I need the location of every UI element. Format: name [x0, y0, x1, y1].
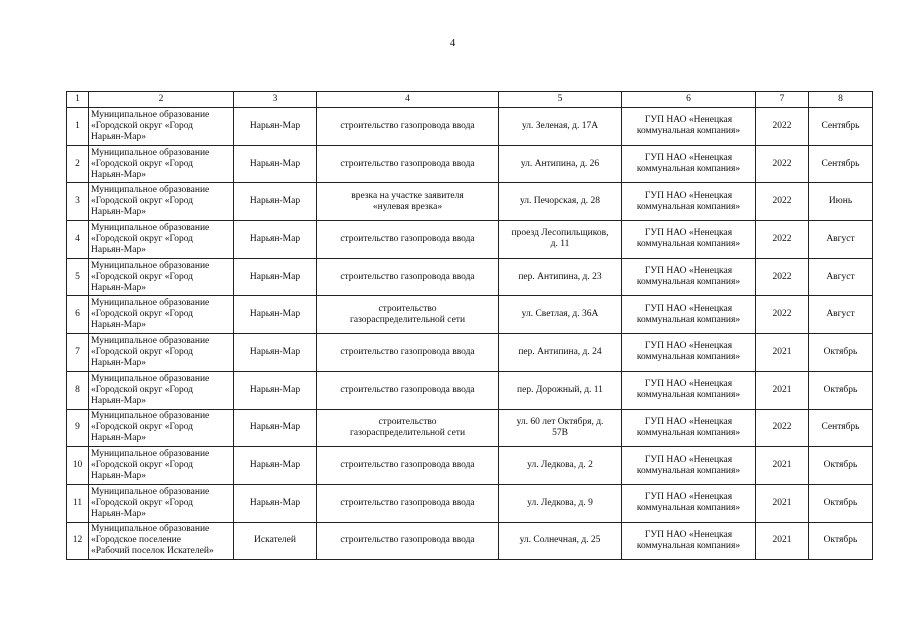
- address-line: проезд Лесопильщиков,: [511, 228, 609, 239]
- work-type-cell: [317, 221, 499, 259]
- operator-cell: [622, 258, 756, 296]
- work-type-cell: [317, 409, 499, 447]
- operator-line: ГУП НАО «Ненецкая: [644, 115, 733, 126]
- address-line: ул. Антипина, д. 26: [520, 158, 600, 169]
- month-cell: Август: [809, 221, 873, 259]
- operator-line: ГУП НАО «Ненецкая: [644, 153, 733, 164]
- settlement-cell: Нарьян-Мар: [234, 221, 317, 259]
- municipality-line: «Городской округ «Город: [91, 196, 194, 207]
- municipality-cell: [89, 484, 234, 522]
- operator-line: ГУП НАО «Ненецкая: [644, 379, 733, 390]
- address-line: ул. Светлая, д. 36А: [521, 309, 599, 320]
- municipality-line: «Городской округ «Город: [91, 346, 194, 357]
- municipality-cell: [89, 334, 234, 372]
- operator-cell: [622, 522, 756, 560]
- table-row: [67, 108, 873, 146]
- month-cell: Сентябрь: [809, 145, 873, 183]
- row-number-cell: 1: [67, 108, 89, 146]
- table-row: [67, 409, 873, 447]
- address-cell: [499, 108, 622, 146]
- operator-line: коммунальная компания»: [636, 239, 741, 250]
- month-cell: Июнь: [809, 183, 873, 221]
- municipality-line: Муниципальное образование: [91, 411, 210, 422]
- address-line: д. 11: [550, 239, 570, 250]
- year-cell: 2021: [756, 522, 809, 560]
- work-type-cell: [317, 334, 499, 372]
- page-number: 4: [449, 37, 456, 49]
- address-line: ул. Ледкова, д. 2: [527, 460, 593, 471]
- operator-cell: [622, 296, 756, 334]
- header-cell: 5: [499, 92, 622, 108]
- operator-line: ГУП НАО «Ненецкая: [644, 416, 733, 427]
- municipality-line: Муниципальное образование: [91, 222, 210, 233]
- address-cell: [499, 522, 622, 560]
- month-cell: Октябрь: [809, 334, 873, 372]
- table-row: [67, 484, 873, 522]
- municipality-line: Муниципальное образование: [91, 335, 210, 346]
- work-type-cell: [317, 371, 499, 409]
- work-type-cell: [317, 108, 499, 146]
- address-cell: [499, 409, 622, 447]
- work-type-line: строительство газопровода ввода: [340, 120, 475, 131]
- work-type-line: «нулевая врезка»: [372, 201, 443, 212]
- work-type-line: строительство: [378, 303, 437, 314]
- table-row: [67, 258, 873, 296]
- operator-line: коммунальная компания»: [636, 390, 741, 401]
- operator-line: коммунальная компания»: [636, 427, 741, 438]
- work-type-cell: [317, 258, 499, 296]
- work-type-line: газораспределительной сети: [349, 314, 466, 325]
- settlement-cell: Нарьян-Мар: [234, 484, 317, 522]
- municipality-line: Нарьян-Мар»: [91, 433, 146, 444]
- municipality-line: Муниципальное образование: [91, 373, 210, 384]
- work-type-line: врезка на участке заявителя: [351, 190, 464, 201]
- address-line: ул. Печорская, д. 28: [519, 196, 601, 207]
- address-line: пер. Антипина, д. 24: [518, 346, 602, 357]
- row-number-cell: 2: [67, 145, 89, 183]
- municipality-line: Нарьян-Мар»: [91, 471, 146, 482]
- year-cell: 2021: [756, 484, 809, 522]
- address-line: ул. Солнечная, д. 25: [519, 535, 601, 546]
- operator-cell: [622, 108, 756, 146]
- address-cell: [499, 371, 622, 409]
- address-line: ул. 60 лет Октября, д.: [516, 416, 604, 427]
- work-type-line: строительство: [378, 416, 437, 427]
- municipality-line: «Городской округ «Город: [91, 233, 194, 244]
- municipality-line: Муниципальное образование: [91, 147, 210, 158]
- work-type-cell: [317, 183, 499, 221]
- operator-line: коммунальная компания»: [636, 164, 741, 175]
- address-cell: [499, 334, 622, 372]
- year-cell: 2022: [756, 145, 809, 183]
- municipality-line: Нарьян-Мар»: [91, 169, 146, 180]
- table-row: [67, 296, 873, 334]
- header-cell: 3: [234, 92, 317, 108]
- year-cell: 2021: [756, 334, 809, 372]
- header-cell: 1: [67, 92, 89, 108]
- settlement-cell: Нарьян-Мар: [234, 183, 317, 221]
- work-type-line: строительство газопровода ввода: [340, 271, 475, 282]
- municipality-line: Нарьян-Мар»: [91, 320, 146, 331]
- work-type-cell: [317, 522, 499, 560]
- row-number-cell: 3: [67, 183, 89, 221]
- address-cell: [499, 447, 622, 485]
- operator-line: коммунальная компания»: [636, 465, 741, 476]
- municipality-line: «Городской округ «Город: [91, 120, 194, 131]
- municipality-line: Муниципальное образование: [91, 486, 210, 497]
- header-cell: 7: [756, 92, 809, 108]
- year-cell: 2021: [756, 447, 809, 485]
- month-cell: Октябрь: [809, 447, 873, 485]
- year-cell: 2022: [756, 183, 809, 221]
- address-line: 57В: [552, 427, 568, 438]
- work-type-line: строительство газопровода ввода: [340, 384, 475, 395]
- schedule-table: [66, 91, 873, 560]
- address-cell: [499, 183, 622, 221]
- municipality-cell: [89, 296, 234, 334]
- header-cell: 4: [317, 92, 499, 108]
- operator-cell: [622, 145, 756, 183]
- work-type-line: строительство газопровода ввода: [340, 346, 475, 357]
- settlement-cell: Нарьян-Мар: [234, 258, 317, 296]
- municipality-line: «Городской округ «Город: [91, 460, 194, 471]
- address-cell: [499, 145, 622, 183]
- header-row: [67, 92, 873, 108]
- operator-line: коммунальная компания»: [636, 201, 741, 212]
- operator-cell: [622, 409, 756, 447]
- municipality-line: Муниципальное образование: [91, 524, 210, 535]
- municipality-cell: [89, 522, 234, 560]
- municipality-line: Нарьян-Мар»: [91, 357, 146, 368]
- address-line: пер. Антипина, д. 23: [518, 271, 602, 282]
- work-type-line: строительство газопровода ввода: [340, 233, 475, 244]
- month-cell: Октябрь: [809, 484, 873, 522]
- table-row: [67, 334, 873, 372]
- operator-line: коммунальная компания»: [636, 503, 741, 514]
- municipality-line: Нарьян-Мар»: [91, 395, 146, 406]
- month-cell: Сентябрь: [809, 409, 873, 447]
- address-cell: [499, 221, 622, 259]
- operator-line: ГУП НАО «Ненецкая: [644, 190, 733, 201]
- year-cell: 2022: [756, 108, 809, 146]
- row-number-cell: 4: [67, 221, 89, 259]
- municipality-cell: [89, 183, 234, 221]
- month-cell: Октябрь: [809, 522, 873, 560]
- work-type-cell: [317, 484, 499, 522]
- municipality-line: «Городское поселение: [91, 535, 181, 546]
- municipality-line: Нарьян-Мар»: [91, 244, 146, 255]
- operator-line: коммунальная компания»: [636, 314, 741, 325]
- municipality-line: Нарьян-Мар»: [91, 282, 146, 293]
- operator-line: коммунальная компания»: [636, 540, 741, 551]
- row-number-cell: 6: [67, 296, 89, 334]
- operator-line: коммунальная компания»: [636, 352, 741, 363]
- month-cell: Октябрь: [809, 371, 873, 409]
- table-row: [67, 522, 873, 560]
- row-number-cell: 9: [67, 409, 89, 447]
- year-cell: 2022: [756, 221, 809, 259]
- settlement-cell: Нарьян-Мар: [234, 409, 317, 447]
- municipality-cell: [89, 221, 234, 259]
- row-number-cell: 8: [67, 371, 89, 409]
- address-cell: [499, 296, 622, 334]
- settlement-cell: Нарьян-Мар: [234, 108, 317, 146]
- municipality-line: «Городской округ «Город: [91, 271, 194, 282]
- municipality-line: Муниципальное образование: [91, 109, 210, 120]
- year-cell: 2022: [756, 258, 809, 296]
- municipality-cell: [89, 258, 234, 296]
- header-cell: 2: [89, 92, 234, 108]
- settlement-cell: Искателей: [234, 522, 317, 560]
- municipality-cell: [89, 447, 234, 485]
- operator-cell: [622, 221, 756, 259]
- operator-cell: [622, 334, 756, 372]
- row-number-cell: 11: [67, 484, 89, 522]
- municipality-line: «Городской округ «Город: [91, 309, 194, 320]
- operator-cell: [622, 183, 756, 221]
- month-cell: Август: [809, 258, 873, 296]
- municipality-line: Муниципальное образование: [91, 260, 210, 271]
- operator-cell: [622, 371, 756, 409]
- work-type-cell: [317, 145, 499, 183]
- year-cell: 2022: [756, 409, 809, 447]
- table-row: [67, 371, 873, 409]
- settlement-cell: Нарьян-Мар: [234, 447, 317, 485]
- month-cell: Сентябрь: [809, 108, 873, 146]
- operator-line: коммунальная компания»: [636, 126, 741, 137]
- operator-line: ГУП НАО «Ненецкая: [644, 341, 733, 352]
- municipality-line: Нарьян-Мар»: [91, 508, 146, 519]
- address-line: ул. Ледкова, д. 9: [527, 497, 593, 508]
- work-type-line: строительство газопровода ввода: [340, 535, 475, 546]
- municipality-line: Нарьян-Мар»: [91, 131, 146, 142]
- work-type-cell: [317, 447, 499, 485]
- row-number-cell: 7: [67, 334, 89, 372]
- settlement-cell: Нарьян-Мар: [234, 334, 317, 372]
- municipality-cell: [89, 145, 234, 183]
- municipality-cell: [89, 409, 234, 447]
- municipality-line: «Городской округ «Город: [91, 158, 194, 169]
- operator-line: ГУП НАО «Ненецкая: [644, 303, 733, 314]
- municipality-line: Муниципальное образование: [91, 298, 210, 309]
- municipality-line: «Городской округ «Город: [91, 384, 194, 395]
- address-line: пер. Дорожный, д. 11: [517, 384, 603, 395]
- municipality-line: Муниципальное образование: [91, 449, 210, 460]
- address-cell: [499, 484, 622, 522]
- header-cell: 8: [809, 92, 873, 108]
- operator-cell: [622, 447, 756, 485]
- municipality-cell: [89, 371, 234, 409]
- year-cell: 2022: [756, 296, 809, 334]
- row-number-cell: 12: [67, 522, 89, 560]
- table-row: [67, 221, 873, 259]
- municipality-cell: [89, 108, 234, 146]
- work-type-cell: [317, 296, 499, 334]
- table-row: [67, 145, 873, 183]
- header-cell: 6: [622, 92, 756, 108]
- municipality-line: Муниципальное образование: [91, 185, 210, 196]
- work-type-line: строительство газопровода ввода: [340, 497, 475, 508]
- address-line: ул. Зеленая, д. 17А: [521, 120, 599, 131]
- table-row: [67, 183, 873, 221]
- work-type-line: газораспределительной сети: [349, 427, 466, 438]
- work-type-line: строительство газопровода ввода: [340, 460, 475, 471]
- address-cell: [499, 258, 622, 296]
- row-number-cell: 5: [67, 258, 89, 296]
- operator-line: ГУП НАО «Ненецкая: [644, 529, 733, 540]
- table-body: [67, 108, 873, 560]
- work-type-line: строительство газопровода ввода: [340, 158, 475, 169]
- year-cell: 2021: [756, 371, 809, 409]
- municipality-line: Нарьян-Мар»: [91, 207, 146, 218]
- municipality-line: «Городской округ «Город: [91, 497, 194, 508]
- operator-line: ГУП НАО «Ненецкая: [644, 454, 733, 465]
- month-cell: Август: [809, 296, 873, 334]
- municipality-line: «Рабочий поселок Искателей»: [91, 546, 214, 557]
- settlement-cell: Нарьян-Мар: [234, 296, 317, 334]
- row-number-cell: 10: [67, 447, 89, 485]
- operator-line: ГУП НАО «Ненецкая: [644, 266, 733, 277]
- municipality-line: «Городской округ «Город: [91, 422, 194, 433]
- operator-line: ГУП НАО «Ненецкая: [644, 492, 733, 503]
- operator-line: ГУП НАО «Ненецкая: [644, 228, 733, 239]
- table-row: [67, 447, 873, 485]
- operator-cell: [622, 484, 756, 522]
- settlement-cell: Нарьян-Мар: [234, 371, 317, 409]
- operator-line: коммунальная компания»: [636, 277, 741, 288]
- settlement-cell: Нарьян-Мар: [234, 145, 317, 183]
